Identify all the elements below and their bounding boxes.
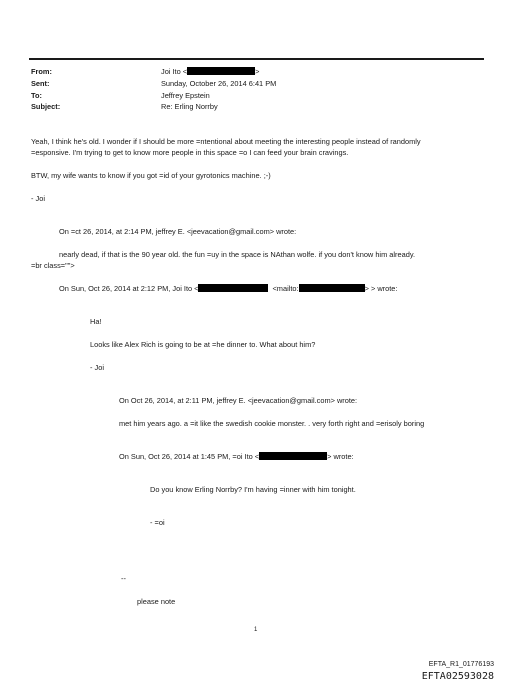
- body-paragraph-1-line-1: Yeah, I think he's old. I wonder if I should be more =ntentional about meeting the interesting people instead of randomly: [31, 137, 421, 146]
- please-note: please note: [137, 597, 176, 606]
- body-paragraph-1-line-2: =esponsive. I'm trying to get to know more people in this space =o I can feed your brain cravings.: [31, 148, 349, 157]
- quote-3-header: On Oct 26, 2014, at 2:11 PM, jeffrey E. <jeevacation@gmail.com> wrote:: [119, 396, 358, 405]
- sent-label: Sent:: [31, 79, 50, 88]
- to-label: To:: [31, 91, 42, 100]
- sent-value: Sunday, October 26, 2014 6:41 PM: [161, 79, 277, 88]
- page-number: 1: [254, 627, 258, 633]
- quote-4-line: Do you know Erling Norrby? I'm having =inner with him tonight.: [150, 485, 356, 494]
- from-close: >: [255, 67, 260, 76]
- redaction-box: [259, 452, 327, 460]
- quote-2-header-mailto: <mailto:: [272, 284, 299, 293]
- quote-2-ha: Ha!: [90, 317, 102, 326]
- quote-1-line-2: =br class="">: [31, 261, 75, 270]
- quote-1-header: On =ct 26, 2014, at 2:14 PM, jeffrey E. <jeevacation@gmail.com> wrote:: [59, 227, 297, 236]
- quote-3-line: met him years ago. a =it like the swedish cookie monster. . very forth right and =erisoly boring: [119, 419, 425, 428]
- dash-separator: --: [121, 574, 126, 583]
- signature: - Joi: [31, 194, 45, 203]
- subject-value: Re: Erling Norrby: [161, 102, 218, 111]
- from-value: [161, 67, 259, 76]
- redaction-box: [198, 284, 268, 292]
- from-label: From:: [31, 67, 52, 76]
- quote-2-header-end: > > wrote:: [364, 284, 398, 293]
- body-paragraph-2: BTW, my wife wants to know if you got =id of your gyrotonics machine. ;-): [31, 171, 271, 180]
- subject-label: Subject:: [31, 102, 61, 111]
- quote-2-header-start: On Sun, Oct 26, 2014 at 2:12 PM, Joi Ito <: [59, 284, 199, 293]
- quote-2-header: [59, 284, 397, 293]
- quote-4-header: [119, 452, 354, 461]
- footer-id-1: EFTA_R1_01776193: [428, 661, 494, 668]
- footer-id-2: EFTA02593028: [421, 671, 494, 682]
- quote-4-header-start: On Sun, Oct 26, 2014 at 1:45 PM, =oi Ito <: [119, 452, 260, 461]
- quote-4-signature: - =oi: [150, 518, 165, 527]
- redaction-box: [299, 284, 365, 292]
- quote-1-line-1: nearly dead, if that is the 90 year old. the fun =uy in the space is NAthan wolfe. if you don't know him already.: [59, 250, 416, 259]
- header-rule: [29, 58, 484, 60]
- quote-4-header-end: > wrote:: [327, 452, 354, 461]
- quote-2-signature: - Joi: [90, 363, 104, 372]
- quote-2-line: Looks like Alex Rich is going to be at =he dinner to. What about him?: [90, 340, 316, 349]
- redaction-box: [187, 67, 255, 75]
- from-name: Joi Ito <: [161, 67, 188, 76]
- to-value: Jeffrey Epstein: [161, 91, 210, 100]
